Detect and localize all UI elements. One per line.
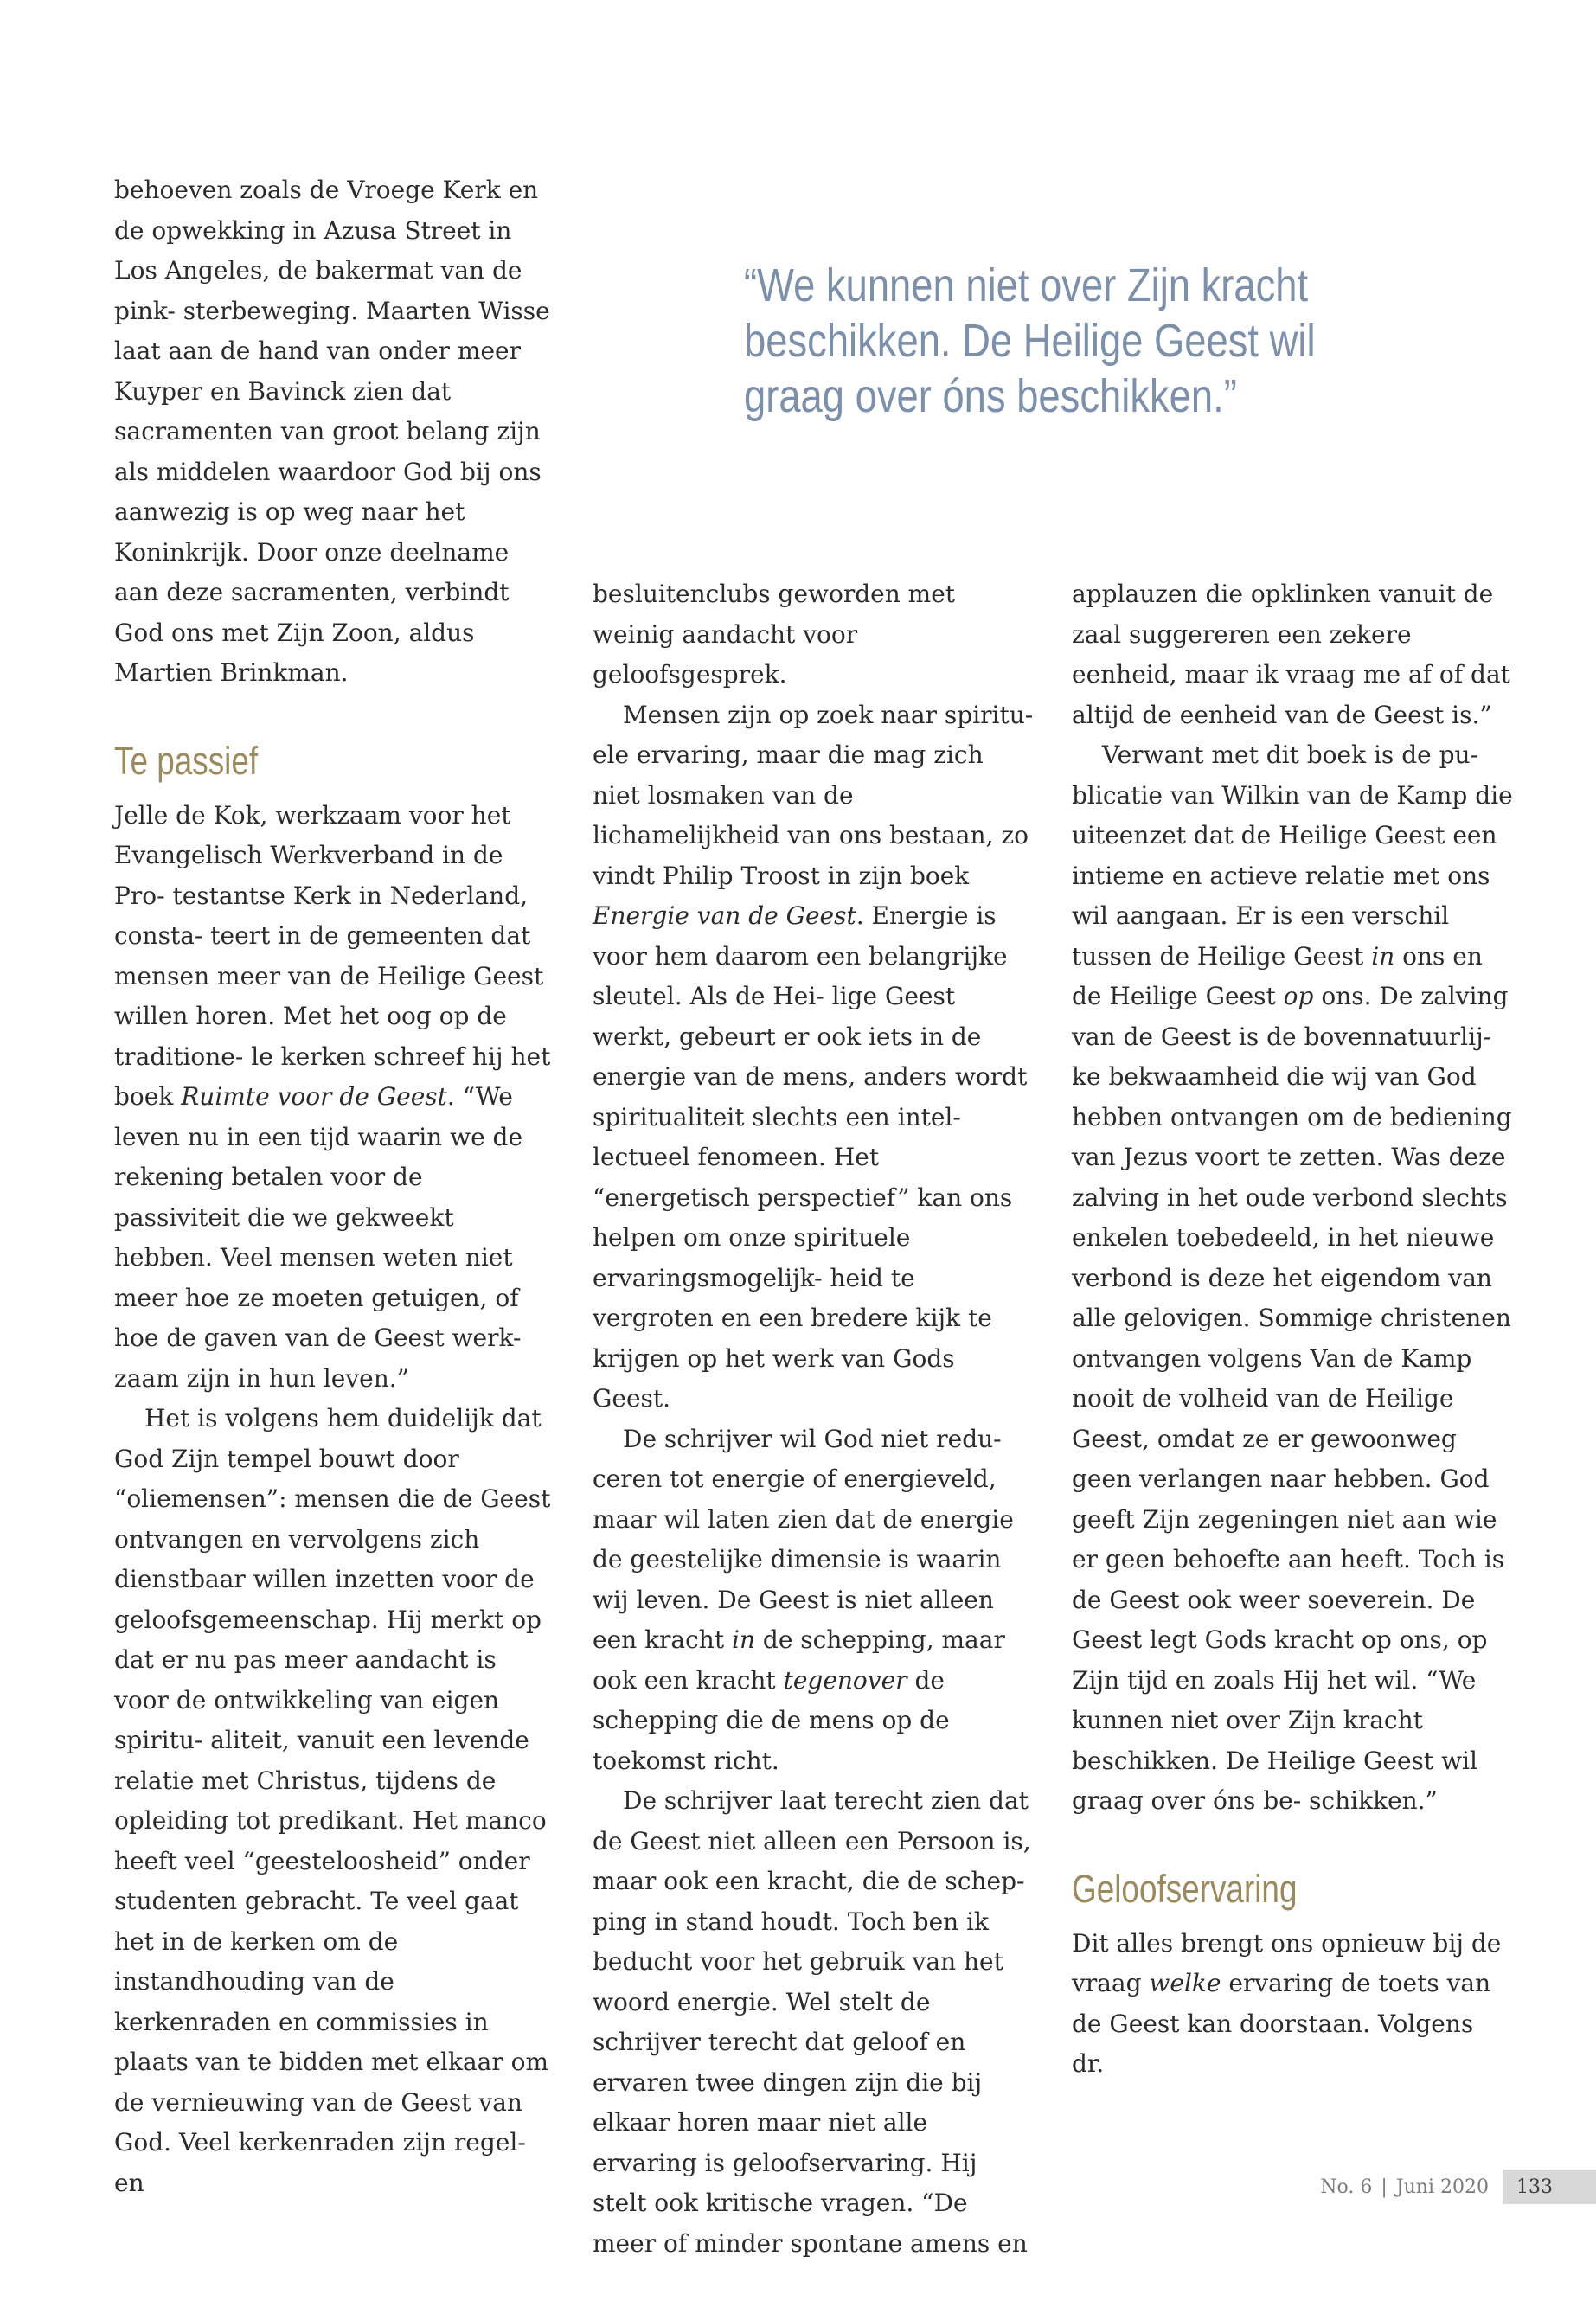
issue-date: Juni 2020 bbox=[1395, 2176, 1489, 2198]
paragraph: Mensen zijn op zoek naar spiritu- ele ervaring, maar die mag zich niet losmaken van de lichamelijkheid van ons bestaan, zo vindt Philip Troost in zijn boek Energie van de Geest. Energie is voor hem daarom een belangrijke sleutel. Als de Hei- lige Geest werkt, gebeurt er ook iets in de energie van de mens, anders wordt spiritualiteit slechts een intel- lectueel fenomeen. Het “energetisch perspectief” kan ons helpen om onze spirituele ervaringsmogelijk- heid te vergroten en een bredere kijk te krijgen op het werk van Gods Geest. bbox=[593, 700, 1034, 1413]
text-column-3 bbox=[1072, 574, 1513, 2085]
paragraph: De schrijver laat terecht zien dat de Geest niet alleen een Persoon is, maar ook een kracht, die de schep- ping in stand houdt. Toch ben ik beducht voor het gebruik van het woord energie. Wel stelt de schrijver terecht dat geloof en ervaren twee dingen zijn die bij elkaar horen maar niet alle ervaring is geloofservaring. Hij stelt ook kritische vragen. “De meer of minder spontane amens en bbox=[593, 1786, 1031, 2258]
paragraph: Dit alles brengt ons opnieuw bij de vraag welke ervaring de toets van de Geest kan doorstaan. Volgens dr. bbox=[1072, 1928, 1502, 2078]
paragraph: Verwant met dit boek is de pu- blicatie van Wilkin van de Kamp die uiteenzet dat de Heilige Geest een intieme en actieve relatie met ons wil aangaan. Er is een verschil tussen de Heilige Geest in ons en de Heilige Geest op ons. De zalving van de Geest is de bovennatuurlij- ke bekwaamheid die wij van God hebben ontvangen om de bediening van Jezus voort te zetten. Was deze zalving in het oude verbond slechts enkelen toebedeeld, in het nieuwe verbond is deze het eigendom van alle gelovigen. Sommige christenen ontvangen volgens Van de Kamp nooit de volheid van de Heilige Geest, omdat ze er gewoonweg geen verlangen naar hebben. God geeft Zijn zegeningen niet aan wie er geen behoefte aan heeft. Toch is de Geest ook weer soeverein. De Geest legt Gods kracht op ons, op Zijn tijd en zoals Hij het wil. “We kunnen niet over Zijn kracht beschikken. De Heilige Geest wil graag over óns be- schikken.” bbox=[1072, 740, 1513, 1815]
book-title: Energie van de Geest bbox=[593, 901, 856, 930]
text-column-1 bbox=[114, 170, 555, 2203]
page-number: 133 bbox=[1503, 2170, 1596, 2204]
page-footer bbox=[1320, 2170, 1596, 2204]
issue-number: No. 6 bbox=[1320, 2176, 1373, 2198]
pull-quote: “We kunnen niet over Zijn kracht beschikken. De Heilige Geest wil graag over óns beschikken.” bbox=[744, 260, 1316, 422]
footer-separator: | bbox=[1381, 2176, 1388, 2198]
paragraph: Het is volgens hem duidelijk dat God Zijn tempel bouwt door “oliemensen”: mensen die de Geest ontvangen en vervolgens zich dienstbaar willen inzetten voor de geloofsgemeenschap. Hij merkt op dat er nu pas meer aandacht is voor de ontwikkeling van eigen spiritu- aliteit, vanuit een levende relatie met Christus, tijdens de opleiding tot predikant. Het manco heeft veel “geesteloosheid” onder studenten gebracht. Te veel gaat het in de kerken om de instandhouding van de kerkenraden en commissies in plaats van te bidden met elkaar om de vernieuwing van de Geest van God. Veel kerkenraden zijn regel- en bbox=[114, 1404, 551, 2197]
paragraph: behoeven zoals de Vroege Kerk en de opwekking in Azusa Street in Los Angeles, de bakermat van de pink- sterbeweging. Maarten Wisse laat aan de hand van onder meer Kuyper en Bavinck zien dat sacramenten van groot belang zijn als middelen waardoor God bij ons aanwezig is op weg naar het Koninkrijk. Door onze deelname aan deze sacramenten, verbindt God ons met Zijn Zoon, aldus Martien Brinkman. bbox=[114, 176, 550, 687]
section-heading: Te passief bbox=[114, 738, 259, 783]
paragraph: De schrijver wil God niet redu- ceren tot energie of energieveld, maar wil laten zien dat de energie de geestelijke dimensie is waarin wij leven. De Geest is niet alleen een kracht in de schepping, maar ook een kracht tegenover de schepping die de mens op de toekomst richt. bbox=[593, 1424, 1014, 1775]
paragraph: Jelle de Kok, werkzaam voor het Evangelisch Werkverband in de Pro- testantse Kerk in Nederland, consta- teert in de gemeenten dat mensen meer van de Heilige Geest willen horen. Met het oog op de traditione- le kerken schreef hij het boek Ruimte voor de Geest. “We leven nu in een tijd waarin we de rekening betalen voor de passiviteit die we gekweekt hebben. Veel mensen weten niet meer hoe ze moeten getuigen, of hoe de gaven van de Geest werk- zaam zijn in hun leven.” bbox=[114, 800, 551, 1393]
paragraph: applauzen die opklinken vanuit de zaal suggereren een zekere eenheid, maar ik vraag me af of dat altijd de eenheid van de Geest is.” bbox=[1072, 580, 1510, 729]
text-column-2 bbox=[593, 574, 1034, 2264]
paragraph: besluitenclubs geworden met weinig aandacht voor geloofsgesprek. bbox=[593, 580, 956, 689]
section-heading: Geloofservaring bbox=[1072, 1866, 1298, 1911]
book-title: Ruimte voor de Geest bbox=[181, 1082, 447, 1111]
